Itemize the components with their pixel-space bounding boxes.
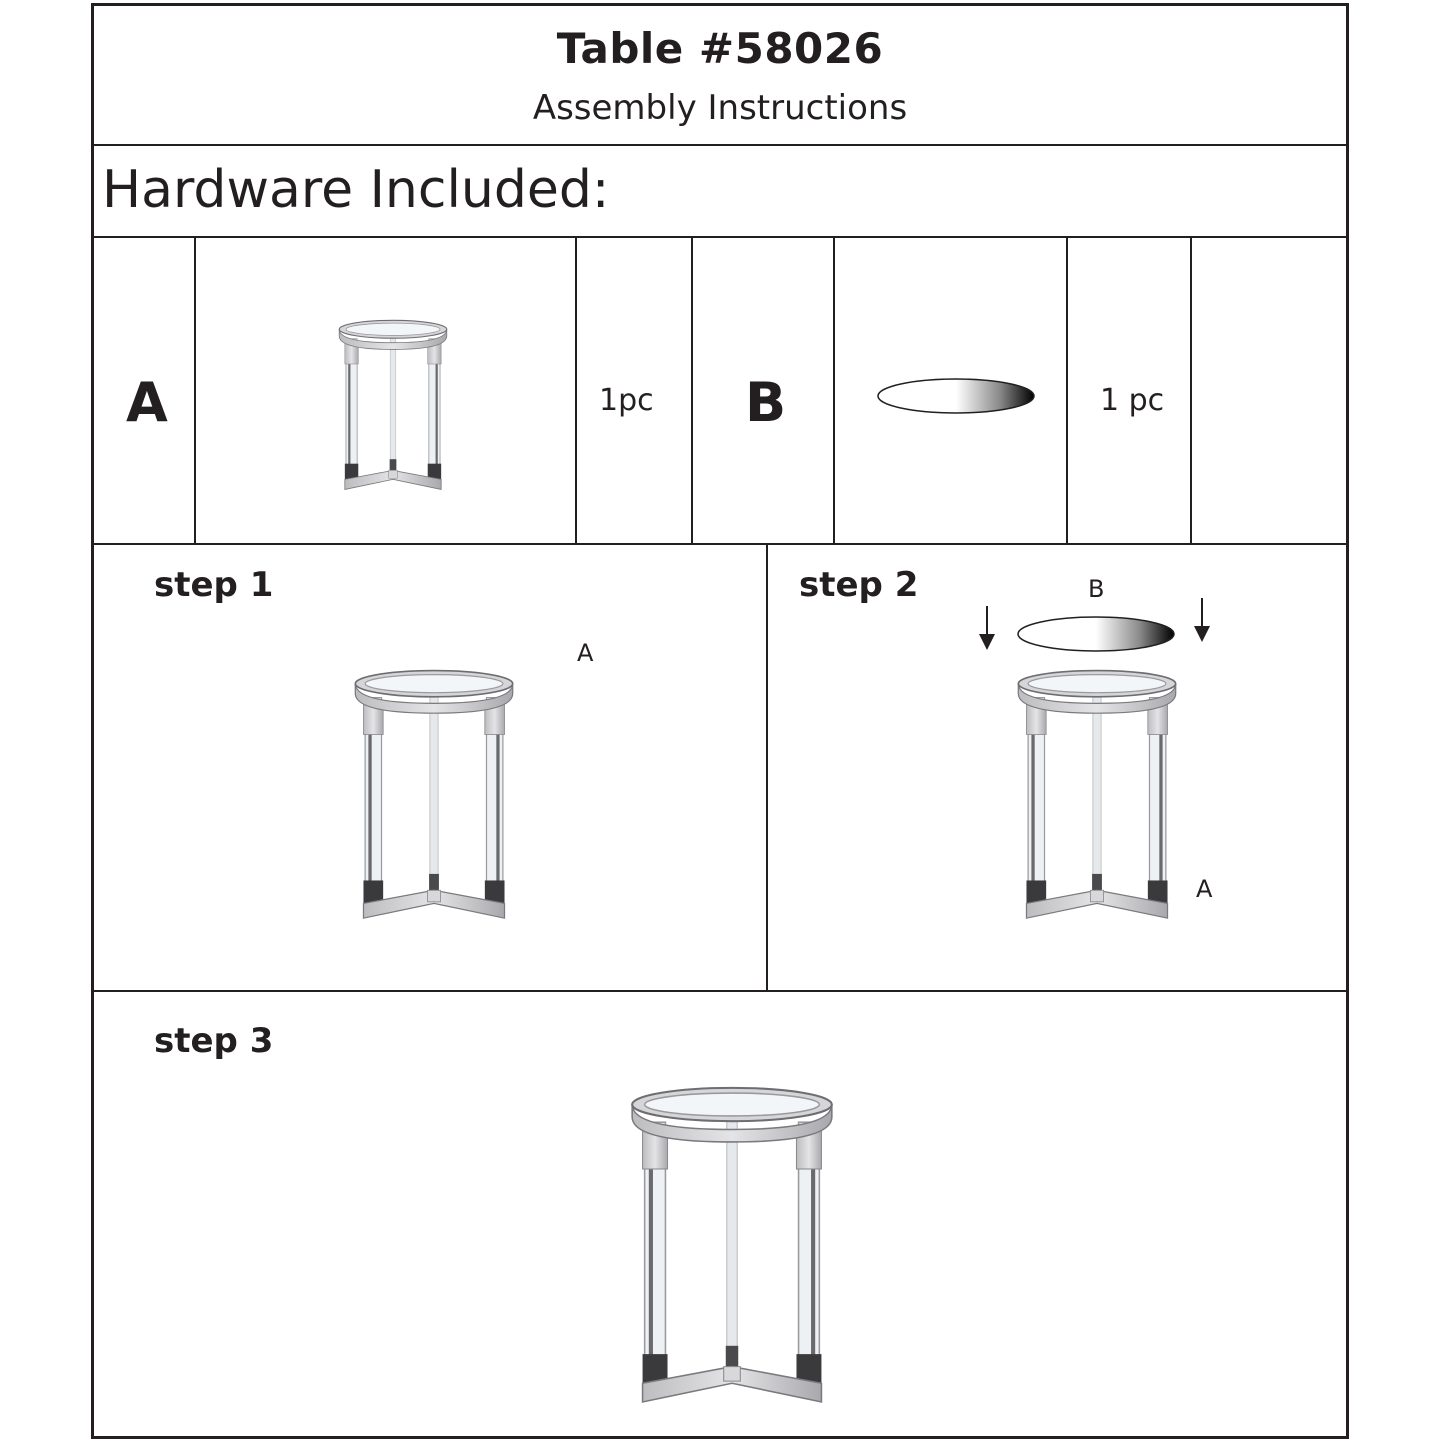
step-1-part-label: A bbox=[577, 639, 594, 667]
arrow-down-icon bbox=[1189, 596, 1215, 646]
hardware-heading: Hardware Included: bbox=[102, 160, 610, 220]
page-subtitle: Assembly Instructions bbox=[532, 88, 908, 128]
step-3-label: step 3 bbox=[154, 1021, 274, 1061]
arrow-down-icon bbox=[974, 604, 1000, 654]
part-qty-b: 1 pc bbox=[1100, 383, 1165, 418]
side-table-icon bbox=[628, 1082, 836, 1412]
part-qty-a: 1pc bbox=[599, 383, 654, 418]
glass-top-icon bbox=[1016, 614, 1176, 654]
grid-line bbox=[575, 237, 577, 543]
side-table-icon bbox=[352, 666, 516, 926]
grid-line bbox=[1190, 237, 1192, 543]
divider bbox=[94, 144, 1346, 146]
side-table-icon bbox=[337, 318, 449, 494]
instruction-sheet bbox=[91, 3, 1349, 1439]
glass-top-icon bbox=[876, 376, 1036, 416]
part-letter-a: A bbox=[126, 371, 168, 434]
step-2-part-label-a: A bbox=[1196, 875, 1213, 903]
step-2-part-label-b: B bbox=[1088, 575, 1105, 603]
step-1-label: step 1 bbox=[154, 565, 274, 605]
divider bbox=[94, 990, 1346, 992]
grid-line bbox=[1066, 237, 1068, 543]
grid-line bbox=[833, 237, 835, 543]
side-table-icon bbox=[1015, 668, 1179, 924]
divider bbox=[94, 236, 1346, 238]
grid-line bbox=[194, 237, 196, 543]
grid-line bbox=[766, 544, 768, 990]
part-letter-b: B bbox=[745, 371, 787, 434]
step-2-label: step 2 bbox=[799, 565, 919, 605]
page-title: Table #58026 bbox=[556, 24, 884, 73]
grid-line bbox=[691, 237, 693, 543]
divider bbox=[94, 543, 1346, 545]
